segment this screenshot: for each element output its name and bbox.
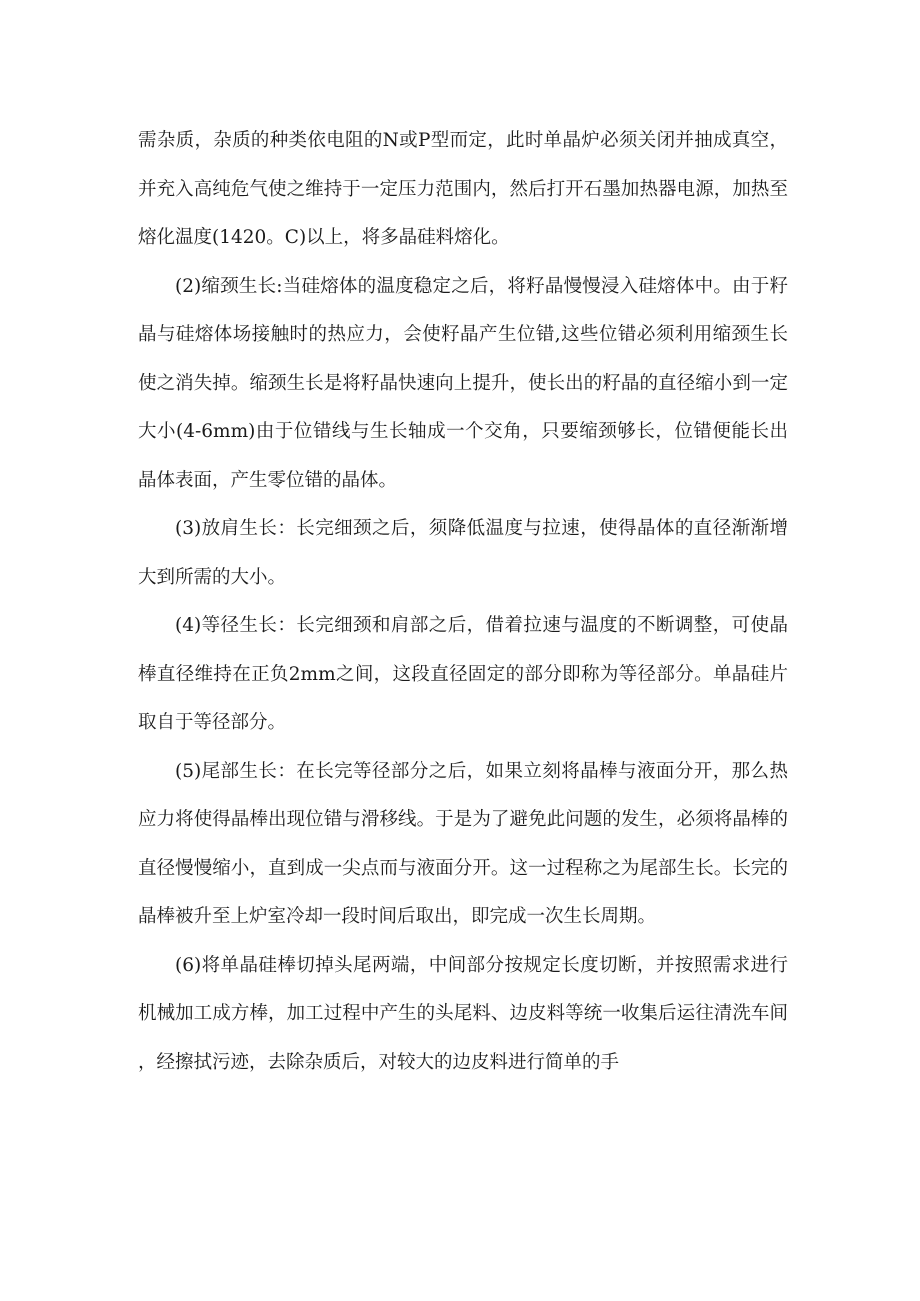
paragraph-ingot-cutting: (6)将单晶硅棒切掉头尾两端，中间部分按规定长度切断，并按照需求进行机械加工成方棒，加工过程中产生的头尾料、边皮料等统一收集后运往清洗车间，经擦拭污迹，去除杂质后，对较大的边皮料进行简单的手 xyxy=(138,954,788,1073)
paragraph-continuation: 需杂质，杂质的种类依电阻的N或P型而定，此时单晶炉必须关闭并抽成真空，并充入高纯危气使之维持于一定压力范围内，然后打开石墨加热器电源，加热至熔化温度(1420。C)以上，将多晶硅料熔化。 xyxy=(138,130,788,248)
paragraph-tail-growth: (5)尾部生长：在长完等径部分之后，如果立刻将晶棒与液面分开，那么热应力将使得晶棒出现位错与滑移线。于是为了避免此问题的发生，必须将晶棒的直径慢慢缩小，直到成一尖点而与液面分开。这一过程称之为尾部生长。长完的晶棒被升至上炉室冷却一段时间后取出，即完成一次生长周期。 xyxy=(138,760,788,927)
paragraph-body-growth: (4)等径生长：长完细颈和肩部之后，借着拉速与温度的不断调整，可使晶棒直径维持在正负2mm之间，这段直径固定的部分即称为等径部分。单晶硅片取自于等径部分。 xyxy=(138,615,788,733)
paragraph-shoulder-growth: (3)放肩生长：长完细颈之后，须降低温度与拉速，使得晶体的直径渐渐增大到所需的大小。 xyxy=(138,518,788,588)
paragraph-necking-growth: (2)缩颈生长:当硅熔体的温度稳定之后，将籽晶慢慢浸入硅熔体中。由于籽晶与硅熔体场接触时的热应力，会使籽晶产生位错,这些位错必须利用缩颈生长使之消失掉。缩颈生长是将籽晶快速向上提升，使长出的籽晶的直径缩小到一定大小(4-6mm)由于位错线与生长轴成一个交角，只要缩颈够长，位错便能长出晶体表面，产生零位错的晶体。 xyxy=(138,275,788,491)
document-body xyxy=(138,117,788,1087)
